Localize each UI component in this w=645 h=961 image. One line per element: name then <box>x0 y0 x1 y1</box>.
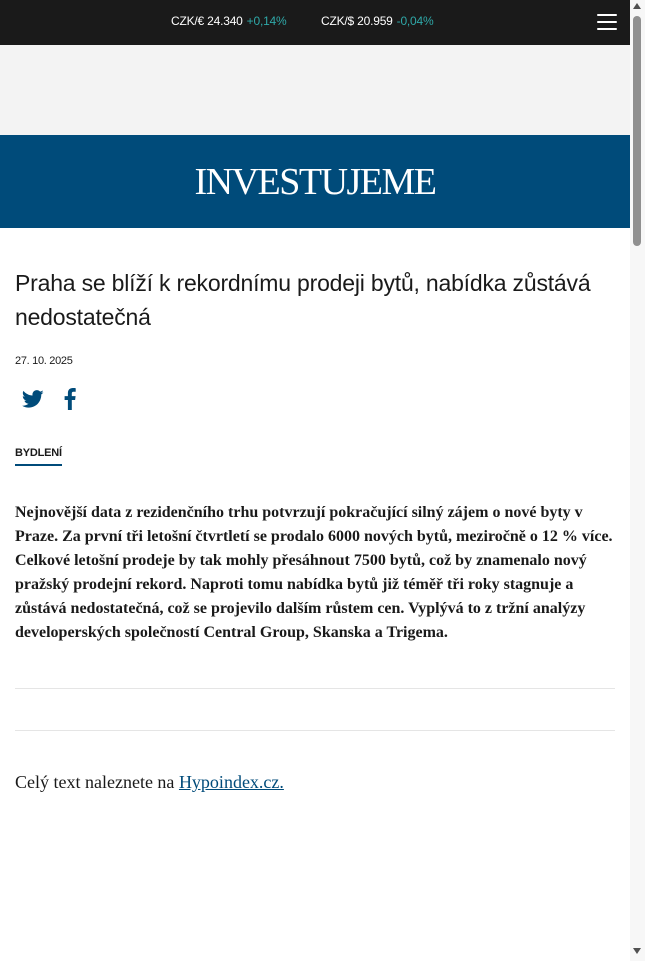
article-perex: Nejnovější data z rezidenčního trhu potvrzují pokračující silný zájem o nové byty v Praze. Za první tři letošní čtvrtletí se prodalo 6000 nových bytů, meziročně o 12 % více. Celkové letošní prodeje by tak mohly přesáhnout 7500 bytů, což by znamenalo nový pražský prodejní rekord. Naproti tomu nabídka bytů již téměř tři roky stagnuje a zůstává nedostatečná, což se projevilo dalším růstem cen. Vyplývá to z tržní analýzy developerských společností Central Group, Skanska a Trigema. <box>15 504 613 641</box>
ticker-pair: CZK/$ 20.959 <box>321 14 393 28</box>
menu-bar <box>597 21 617 23</box>
scrollbar-thumb[interactable] <box>633 16 641 246</box>
source-note <box>15 772 284 793</box>
source-link[interactable]: Hypoindex.cz. <box>178 772 284 792</box>
divider <box>15 688 615 689</box>
ticker-pair: CZK/€ 24.340 <box>171 14 243 28</box>
brand-header <box>0 135 630 228</box>
scrollbar[interactable] <box>630 0 645 961</box>
article-date: 27. 10. 2025 <box>15 355 73 367</box>
ad-placeholder <box>0 45 630 135</box>
scroll-down-arrow-icon[interactable] <box>633 948 641 954</box>
currency-ticker-bar <box>0 0 630 45</box>
scroll-up-arrow-icon[interactable] <box>633 3 641 9</box>
article-headline: Praha se blíží k rekordnímu prodeji bytů, nabídka zůstává nedostatečná <box>15 270 591 330</box>
ticker-czk-usd <box>321 14 433 28</box>
ticker-czk-eur <box>171 14 287 28</box>
source-prefix: Celý text naleznete na <box>15 772 179 792</box>
menu-bar <box>597 28 617 30</box>
ticker-change: +0,14% <box>246 14 287 28</box>
twitter-bird-glyph <box>22 388 44 410</box>
facebook-icon[interactable] <box>63 388 77 410</box>
site-logo[interactable]: INVESTUJEME <box>194 161 436 203</box>
divider <box>15 730 615 731</box>
menu-bar <box>597 14 617 16</box>
category-tag[interactable]: BYDLENÍ <box>15 447 62 466</box>
hamburger-menu-icon[interactable] <box>597 14 617 30</box>
facebook-f-glyph <box>63 388 77 410</box>
twitter-icon[interactable] <box>22 388 44 410</box>
ticker-change: -0,04% <box>396 14 434 28</box>
